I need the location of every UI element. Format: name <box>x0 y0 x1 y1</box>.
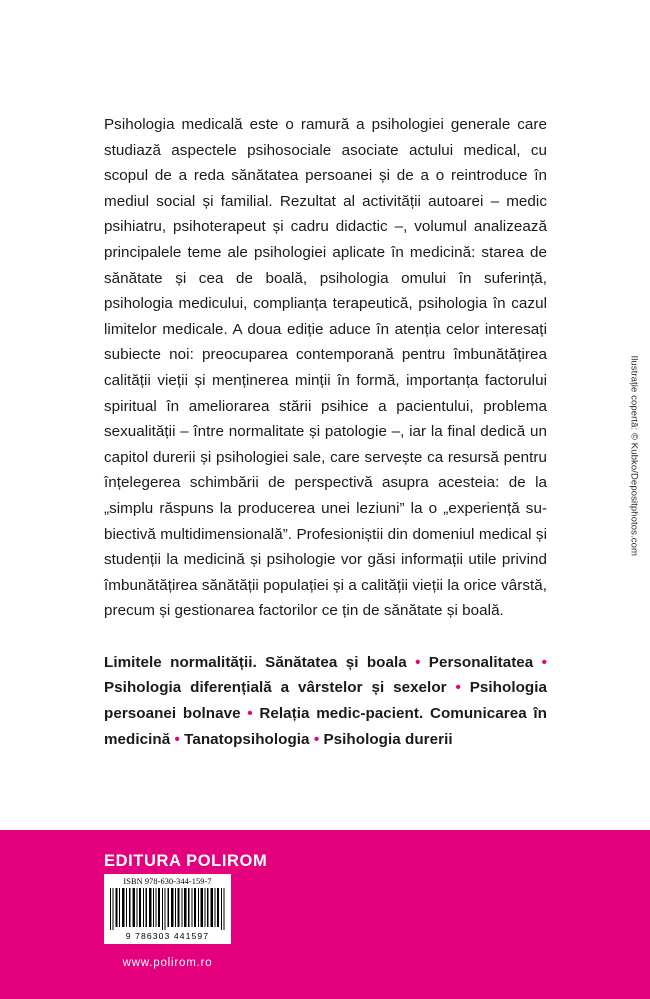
topic-item: Psihologia durerii <box>323 730 453 748</box>
cover-credit: Ilustrație copertă: © Kubko/Depositphotos.com <box>629 355 640 556</box>
topic-separator: • <box>170 730 185 748</box>
topic-separator: • <box>240 705 260 723</box>
topic-separator: • <box>406 653 429 671</box>
isbn-label: ISBN 978-630-344-159-7 <box>123 877 212 886</box>
barcode-digits: 9 786303 441597 <box>125 931 210 941</box>
topic-item: Psihologia persoanei bolnave <box>104 679 548 723</box>
publisher-website: www.polirom.ro <box>122 957 213 969</box>
topic-item: Psihologia diferențială a vârstelor și sexelor <box>104 679 447 697</box>
topic-separator: • <box>533 653 547 671</box>
publisher-name: EDITURA POLIROM <box>104 852 268 870</box>
barcode-icon <box>109 888 227 930</box>
topic-separator: • <box>446 679 470 697</box>
topic-separator: • <box>309 730 324 748</box>
publisher-footer <box>0 830 650 999</box>
topic-item: Personalitatea <box>428 653 534 671</box>
topic-item: Tanatopsihologia <box>184 730 310 748</box>
barcode-block <box>104 874 231 944</box>
topics-list <box>104 650 547 752</box>
blurb-container <box>104 112 547 752</box>
blurb-text: Psihologia medicală este o ramură a psihologiei generale care studiază aspectele psihosociale asociate actului medical, cu scopul de a reda sănătatea persoanei și de a o reintroduce în mediul social și familial. Rezultat al activității autoarei – medic psihiatru, psihoterapeut și cadru didactic –, volumul analizează principalele teme ale psihologiei aplicate în medicină: starea de sănătate și cea de boală, psihologia omului în suferință, psihologia medicului, complianța terapeutică, psihologia în cazul limitelor medicale. A doua ediție aduce în atenția celor interesați subiecte noi: preocuparea contemporană pentru îmbunătățirea calității vieții și menținerea minții în formă, importanța factorului spiritual în ameliorarea stării psihice a pacientului, problema sexualității – între normalitate și patologie –, iar la final dedică un capitol durerii și psihologiei sale, care servește ca resursă pentru înțelegerea schimbării de perspectivă asupra acesteia: de la „simplu răspuns la producerea unei leziuni” la o „experiență subiectivă multidimensională”. Profesioniștii din domeniul medical și studenții la medicină și psihologie vor găsi informații utile privind îmbunătățirea sănătății populației și a calității vieții la orice vârstă, precum și gestionarea factorilor ce țin de sănătate și boală. <box>104 116 547 620</box>
topic-item: Relația medic-pacient. Comunicarea în medicină <box>104 705 547 748</box>
topic-item: Limitele normalității. Sănătatea și boala <box>104 653 407 671</box>
